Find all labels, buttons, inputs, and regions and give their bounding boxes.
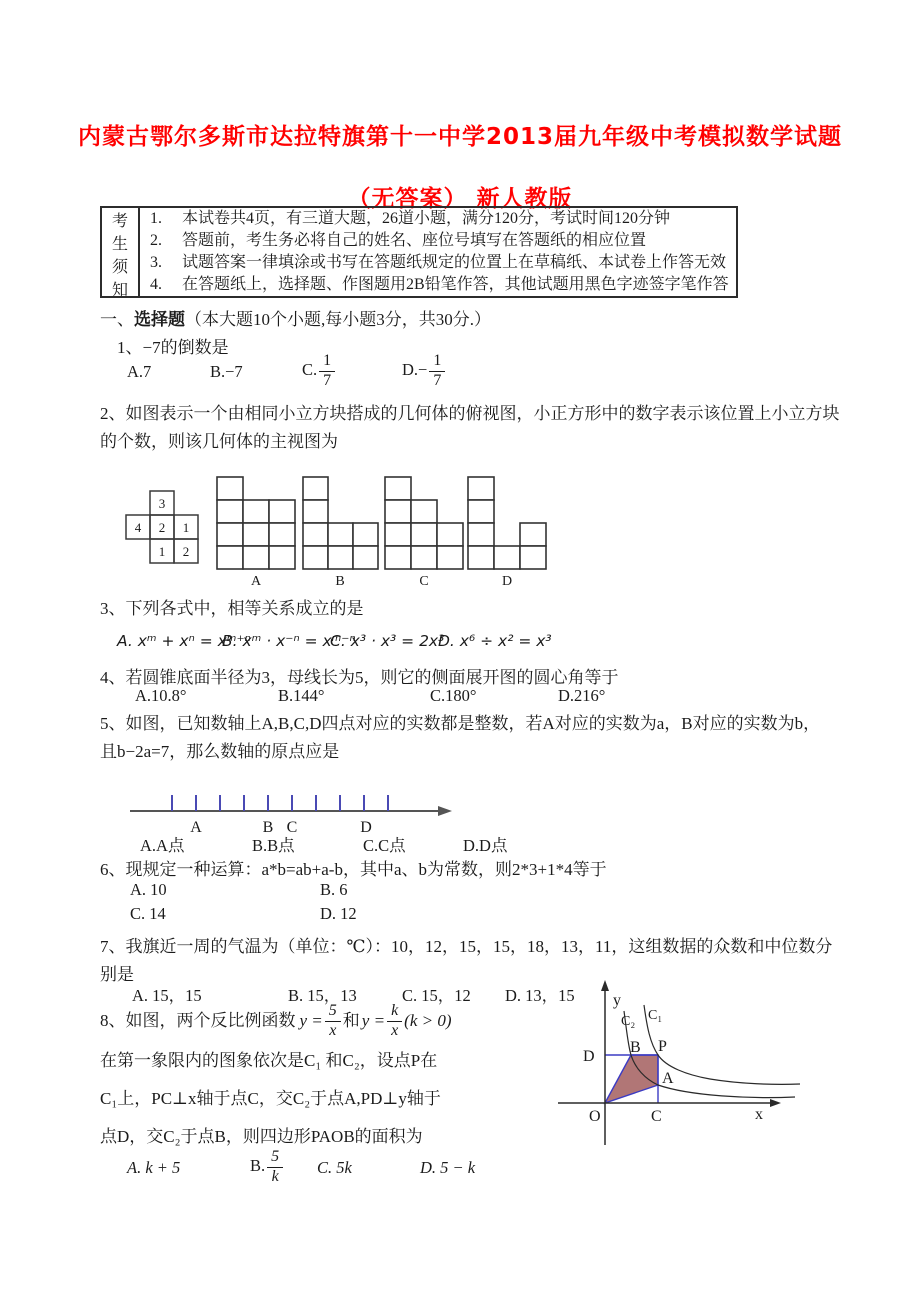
option-shape-labels <box>251 574 512 589</box>
option-c-shape <box>385 477 463 569</box>
q8-math-condition: (k > 0) <box>404 1011 452 1030</box>
question-3-text: 3、下列各式中，相等关系成立的是 <box>100 599 364 618</box>
q1-option-d-label: D.− <box>402 360 428 380</box>
page-title: 内蒙古鄂尔多斯市达拉特旗第十一中学2013届九年级中考模拟数学试题 <box>77 124 842 150</box>
q5-option-d: D.D点 <box>463 836 508 855</box>
question-1-text: 1、−7的倒数是 <box>117 338 229 357</box>
point-label-d: D <box>360 819 372 836</box>
shape-label-b: B <box>335 574 345 589</box>
question-4-text: 4、若圆锥底面半径为3，母线长为5，则它的侧面展开图的圆心角等于 <box>100 668 619 687</box>
q6-option-b: B. 6 <box>320 880 348 899</box>
question-1-options <box>100 350 800 396</box>
fraction-numerator: 1 <box>429 353 445 372</box>
point-label-c: C <box>286 819 298 836</box>
q8-math-y1: y = <box>299 1011 323 1030</box>
q3-option-d: D. x⁶ ÷ x² = x³ <box>438 632 552 650</box>
quadrilateral-PAOB <box>605 1055 658 1103</box>
notice-item-number: 3. <box>150 254 162 271</box>
question-8-text-line3: C₁上，PC⊥x轴于点C，交C₂于点A,PD⊥y轴于 <box>100 1089 441 1108</box>
notice-side-char: 生 <box>111 236 128 253</box>
point-D-label: D <box>583 1048 595 1065</box>
x-axis-label: x <box>755 1106 763 1123</box>
question-8-text-line4: 点D，交C₂于点B，则四边形PAOB的面积为 <box>100 1127 423 1146</box>
shape-label-d: D <box>501 574 513 589</box>
option-b-shape <box>303 477 378 569</box>
q8-option-c: C. 5k <box>317 1158 352 1177</box>
q5-option-a: A.A点 <box>140 836 185 855</box>
fraction-numerator: 1 <box>319 353 335 372</box>
q7-option-a: A. 15，15 <box>132 986 202 1005</box>
notice-side-char: 考 <box>111 213 128 230</box>
fraction-numerator: 5 <box>267 1149 283 1168</box>
q1-option-c <box>302 353 337 390</box>
notice-item <box>150 208 736 230</box>
q5-option-b: B.B点 <box>252 836 295 855</box>
question-5-options <box>100 832 840 858</box>
origin-label: O <box>589 1108 601 1125</box>
q8-option-a: A. k + 5 <box>127 1158 181 1177</box>
q8-option-b <box>250 1149 285 1186</box>
q8-option-d: D. 5 − k <box>420 1158 476 1177</box>
number-line-ticks <box>172 795 388 811</box>
top-view-grid-numbers <box>135 496 190 559</box>
q7-option-b: B. 15，13 <box>288 986 357 1005</box>
y-axis-arrow <box>601 980 609 991</box>
fraction <box>429 353 445 390</box>
x-axis-arrow <box>770 1099 781 1107</box>
fraction <box>387 1003 402 1040</box>
fraction-denominator: x <box>329 1021 337 1039</box>
number-line-arrow <box>438 806 452 816</box>
question-7-text-line2: 别是 <box>100 965 134 984</box>
q4-option-a: A.10.8° <box>135 686 187 705</box>
question-5-text-line2: 且b−2a=7，那么数轴的原点应是 <box>100 742 340 761</box>
notice-body <box>140 208 736 296</box>
question-8-text-line1 <box>100 998 452 1044</box>
fraction-numerator: 5 <box>325 1003 341 1022</box>
question-5-text-line1: 5、如图，已知数轴上A,B,C,D四点对应的实数都是整数，若A对应的实数为a，B对应的实数为b， <box>100 714 821 733</box>
question-8-graph <box>545 975 845 1160</box>
question-2-text-line1: 2、如图表示一个由相同小立方块搭成的几何体的俯视图，小正方形中的数字表示该位置上小立方块 <box>100 404 840 423</box>
curve-C2-label: C₂ <box>621 1014 636 1029</box>
notice-side-char: 须 <box>111 259 128 276</box>
question-2-text-line2: 的个数，则该几何体的主视图为 <box>100 432 338 451</box>
question-5-number-line <box>100 778 620 840</box>
q1-option-d <box>402 353 447 390</box>
point-C-label: C <box>651 1108 662 1125</box>
section-detail: （本大题10个小题,每小题3分，共30分.） <box>185 310 491 329</box>
page-subtitle: （无答案） 新人教版 <box>347 186 573 212</box>
grid-number: 1 <box>182 520 190 535</box>
fraction <box>267 1149 283 1186</box>
notice-item <box>150 252 736 274</box>
notice-item-text: 试题答案一律填涂或书写在答题纸规定的位置上在草稿纸、本试卷上作答无效 <box>182 254 727 271</box>
point-label-b: B <box>262 819 274 836</box>
q5-option-c: C.C点 <box>363 836 406 855</box>
q8-text-mid: 和 <box>342 1011 360 1030</box>
notice-item <box>150 230 736 252</box>
q7-option-d: D. 13，15 <box>505 986 575 1005</box>
notice-item-number: 2. <box>150 232 162 249</box>
q3-option-a: A. xᵐ + xⁿ = xᵐ⁺ⁿ <box>117 632 251 650</box>
option-d-shape <box>468 477 546 569</box>
section-prefix: 一、 <box>100 310 134 329</box>
q1-option-b: B.−7 <box>210 362 243 381</box>
notice-table <box>100 206 738 298</box>
q4-option-c: C.180° <box>430 686 477 705</box>
fraction-denominator: 7 <box>323 371 332 389</box>
q6-option-a: A. 10 <box>130 880 167 899</box>
question-4-options <box>100 686 840 712</box>
fraction-denominator: k <box>271 1167 279 1185</box>
grid-number: 1 <box>158 544 166 559</box>
grid-number: 3 <box>158 496 166 511</box>
grid-number: 2 <box>182 544 190 559</box>
notice-item-text: 本试卷共4页，有三道大题，26道小题，满分120分，考试时间120分钟 <box>182 210 671 227</box>
q7-option-c: C. 15，12 <box>402 986 471 1005</box>
shape-label-a: A <box>250 574 262 589</box>
question-6-text: 6、现规定一种运算：a*b=ab+a-b，其中a、b为常数，则2*3+1*4等于 <box>100 860 607 879</box>
q3-option-c: C. x³ · x³ = 2x³ <box>330 632 445 650</box>
notice-item-text: 答题前，考生务必将自己的姓名、座位号填写在答题纸的相应位置 <box>182 232 647 249</box>
q4-option-b: B.144° <box>278 686 325 705</box>
fraction-denominator: 7 <box>433 371 442 389</box>
point-P-label: P <box>658 1038 667 1055</box>
shape-label-c: C <box>419 574 429 589</box>
question-2-figure <box>100 460 740 595</box>
q6-option-c: C. 14 <box>130 904 166 923</box>
option-a-shape <box>217 477 295 569</box>
question-6-options <box>100 880 840 930</box>
point-B-label: B <box>630 1039 641 1056</box>
y-axis-label: y <box>613 992 621 1009</box>
point-A-label: A <box>662 1070 674 1087</box>
notice-side-column <box>102 208 140 299</box>
fraction-denominator: x <box>391 1021 399 1039</box>
q8-math-y2: y = <box>361 1011 386 1030</box>
q8-option-b-label: B. <box>250 1156 266 1176</box>
question-3-options <box>100 620 840 662</box>
notice-side-char: 知 <box>111 282 128 299</box>
section-heading <box>100 306 491 334</box>
q1-option-a: A.7 <box>127 362 152 381</box>
q4-option-d: D.216° <box>558 686 606 705</box>
grid-number: 2 <box>158 520 166 535</box>
q8-text-pre: 8、如图，两个反比例函数 <box>100 1011 296 1030</box>
point-label-a: A <box>190 819 202 836</box>
q6-option-d: D. 12 <box>320 904 357 923</box>
notice-item <box>150 274 736 296</box>
q3-option-b: B. xᵐ · x⁻ⁿ = xᵐ⁻ⁿ <box>222 632 356 650</box>
notice-item-number: 1. <box>150 210 162 227</box>
curve-C1-label: C₁ <box>648 1008 663 1023</box>
grid-number: 4 <box>134 520 142 535</box>
q1-option-c-label: C. <box>302 360 318 380</box>
fraction <box>319 353 335 390</box>
section-title: 选择题 <box>134 310 185 329</box>
fraction <box>325 1003 341 1040</box>
question-8-text-line2: 在第一象限内的图象依次是C₁ 和C₂，设点P在 <box>100 1051 438 1070</box>
question-7-text-line1: 7、我旗近一周的气温为（单位：℃）：10，12，15，15，18，13，11，这组数据的众数和中位数分 <box>100 937 833 956</box>
notice-item-text: 在答题纸上，选择题、作图题用2B铅笔作答，其他试题用黑色字迹签字笔作答 <box>182 276 729 293</box>
fraction-numerator: k <box>387 1003 402 1022</box>
notice-item-number: 4. <box>150 276 162 293</box>
graph-labels <box>583 992 763 1125</box>
